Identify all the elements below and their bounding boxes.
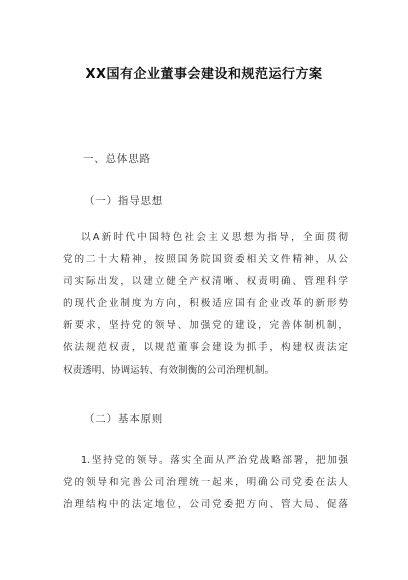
subsection-heading-basic-principles: （二）基本原则	[84, 413, 164, 425]
subsection-heading-guiding-ideology: （一）指导思想	[84, 195, 164, 207]
paragraph-line: 的现代企业制度为方向，积极适应国有企业改革的新形势	[63, 298, 348, 310]
paragraph-line: 以A新时代中国特色社会主义思想为指导，全面贯彻	[81, 232, 348, 243]
section-heading-overall-approach: 一、总体思路	[83, 153, 151, 165]
document-title: XX国有企业董事会建设和规范运行方案	[85, 67, 323, 82]
paragraph-guiding-ideology	[63, 227, 348, 382]
paragraph-line: 1.坚持党的领导。落实全面从严治党战略部署，把加强	[81, 455, 348, 466]
paragraph-line: 党的二十大精神，按照国务院国资委相关文件精神，从公	[63, 254, 348, 266]
paragraph-line: 党的领导和完善公司治理统一起来，明确公司党委在法人	[63, 477, 348, 489]
paragraph-line: 司实际出发，以建立健全产权清晰、权责明确、管理科学	[63, 276, 348, 288]
paragraph-basic-principles	[63, 450, 348, 516]
paragraph-line: 新要求，坚持党的领导、加强党的建设，完善体制机制，	[63, 320, 348, 332]
paragraph-line: 权责透明、协调运转、有效制衡的公司治理机制。	[63, 364, 275, 376]
paragraph-line: 依法规范权责，以规范董事会建设为抓手，构建权责法定	[63, 342, 348, 354]
paragraph-line: 治理结构中的法定地位，公司党委把方向、管大局、促落	[63, 499, 348, 511]
